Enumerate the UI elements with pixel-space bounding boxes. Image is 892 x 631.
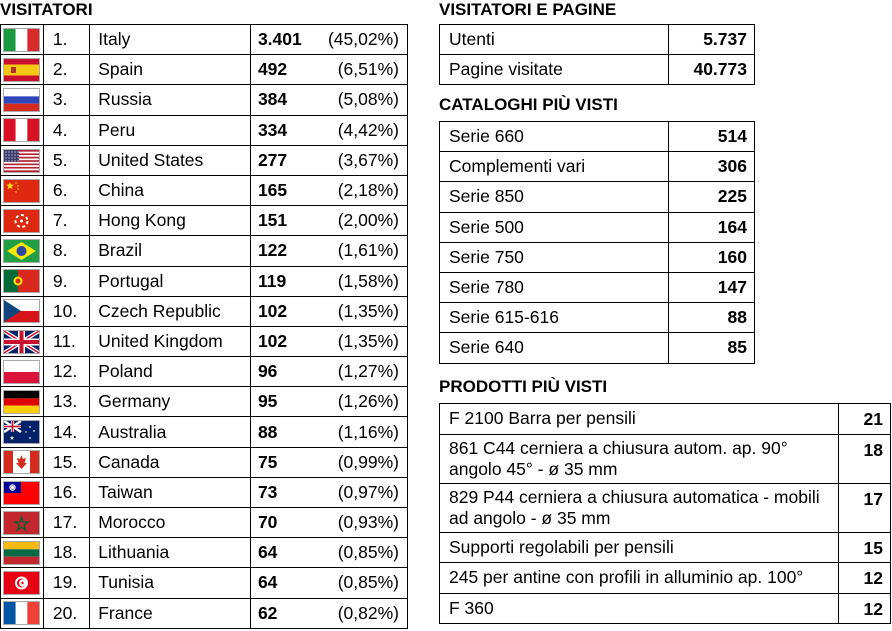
percent-cell: (1,35%) bbox=[309, 326, 408, 356]
rank-cell: 5. bbox=[43, 145, 89, 175]
percent-cell: (3,67%) bbox=[309, 145, 408, 175]
count-cell: 151 bbox=[250, 206, 308, 236]
country-cell: France bbox=[90, 598, 251, 628]
stats-table bbox=[439, 24, 755, 85]
flag-cell bbox=[1, 326, 44, 356]
table-row bbox=[1, 236, 408, 266]
catalog-value: 306 bbox=[669, 152, 755, 182]
table-row bbox=[1, 447, 408, 477]
flag-cell bbox=[1, 85, 44, 115]
rank-cell: 2. bbox=[43, 55, 89, 85]
flag-cell bbox=[1, 447, 44, 477]
flag-cell bbox=[1, 206, 44, 236]
table-row bbox=[1, 115, 408, 145]
percent-cell: (0,85%) bbox=[309, 568, 408, 598]
country-cell: Canada bbox=[90, 447, 251, 477]
table-row bbox=[1, 85, 408, 115]
catalog-value: 160 bbox=[669, 242, 755, 272]
table-row bbox=[440, 593, 891, 624]
catalog-value: 85 bbox=[669, 333, 755, 363]
percent-cell: (45,02%) bbox=[309, 25, 408, 55]
country-cell: Brazil bbox=[90, 236, 251, 266]
table-row bbox=[1, 25, 408, 55]
flag-cell bbox=[1, 296, 44, 326]
country-cell: Czech Republic bbox=[90, 296, 251, 326]
catalog-label: Complementi vari bbox=[440, 152, 669, 182]
product-label: 861 C44 cerniera a chiusura autom. ap. 90° angolo 45° - ø 35 mm bbox=[440, 434, 839, 483]
count-cell: 277 bbox=[250, 145, 308, 175]
product-value: 12 bbox=[838, 563, 890, 594]
table-row bbox=[440, 333, 755, 363]
table-row bbox=[440, 532, 891, 563]
rank-cell: 15. bbox=[43, 447, 89, 477]
rank-cell: 13. bbox=[43, 387, 89, 417]
catalog-label: Serie 750 bbox=[440, 242, 669, 272]
table-row bbox=[440, 25, 755, 55]
table-row bbox=[440, 182, 755, 212]
count-cell: 64 bbox=[250, 568, 308, 598]
table-row bbox=[1, 266, 408, 296]
australia-flag-icon bbox=[4, 421, 39, 443]
catalog-value: 164 bbox=[669, 212, 755, 242]
taiwan-flag-icon bbox=[4, 482, 39, 504]
catalog-label: Serie 500 bbox=[440, 212, 669, 242]
country-cell: Tunisia bbox=[90, 568, 251, 598]
product-value: 15 bbox=[838, 532, 890, 563]
count-cell: 102 bbox=[250, 326, 308, 356]
table-row bbox=[1, 477, 408, 507]
product-label: F 360 bbox=[440, 593, 839, 624]
stats-title: VISITATORI E PAGINE bbox=[439, 0, 617, 19]
germany-flag-icon bbox=[4, 391, 39, 413]
products-title: PRODOTTI PIÙ VISTI bbox=[439, 377, 608, 396]
count-cell: 62 bbox=[250, 598, 308, 628]
brazil-flag-icon bbox=[4, 240, 39, 262]
stat-value: 5.737 bbox=[669, 25, 755, 55]
flag-cell bbox=[1, 417, 44, 447]
count-cell: 122 bbox=[250, 236, 308, 266]
table-row bbox=[1, 508, 408, 538]
table-row bbox=[1, 387, 408, 417]
flag-cell bbox=[1, 55, 44, 85]
catalog-value: 88 bbox=[669, 303, 755, 333]
flag-cell bbox=[1, 598, 44, 628]
product-label: Supporti regolabili per pensili bbox=[440, 532, 839, 563]
lithuania-flag-icon bbox=[4, 542, 39, 564]
table-row bbox=[440, 434, 891, 483]
catalog-label: Serie 850 bbox=[440, 182, 669, 212]
country-cell: Lithuania bbox=[90, 538, 251, 568]
country-cell: Poland bbox=[90, 357, 251, 387]
country-cell: Taiwan bbox=[90, 477, 251, 507]
rank-cell: 20. bbox=[43, 598, 89, 628]
china-flag-icon bbox=[4, 180, 39, 202]
count-cell: 75 bbox=[250, 447, 308, 477]
catalog-value: 225 bbox=[669, 182, 755, 212]
country-cell: Peru bbox=[90, 115, 251, 145]
count-cell: 64 bbox=[250, 538, 308, 568]
table-row bbox=[1, 417, 408, 447]
flag-cell bbox=[1, 538, 44, 568]
italy-flag-icon bbox=[4, 29, 39, 51]
count-cell: 119 bbox=[250, 266, 308, 296]
flag-cell bbox=[1, 266, 44, 296]
morocco-flag-icon bbox=[4, 512, 39, 534]
table-row bbox=[440, 483, 891, 532]
flag-cell bbox=[1, 508, 44, 538]
rank-cell: 1. bbox=[43, 25, 89, 55]
peru-flag-icon bbox=[4, 119, 39, 141]
czech-flag-icon bbox=[4, 300, 39, 322]
count-cell: 88 bbox=[250, 417, 308, 447]
table-row bbox=[1, 206, 408, 236]
country-cell: Italy bbox=[90, 25, 251, 55]
hong-kong-flag-icon bbox=[4, 210, 39, 232]
count-cell: 492 bbox=[250, 55, 308, 85]
uk-flag-icon bbox=[4, 331, 39, 353]
percent-cell: (4,42%) bbox=[309, 115, 408, 145]
catalog-value: 147 bbox=[669, 272, 755, 302]
catalog-value: 514 bbox=[669, 122, 755, 152]
table-row bbox=[1, 145, 408, 175]
country-cell: China bbox=[90, 175, 251, 205]
spain-flag-icon bbox=[4, 59, 39, 81]
product-label: 245 per antine con profili in alluminio ap. 100° bbox=[440, 563, 839, 594]
percent-cell: (0,85%) bbox=[309, 538, 408, 568]
flag-cell bbox=[1, 175, 44, 205]
table-row bbox=[440, 122, 755, 152]
table-row bbox=[1, 538, 408, 568]
tunisia-flag-icon bbox=[4, 572, 39, 594]
country-cell: Germany bbox=[90, 387, 251, 417]
flag-cell bbox=[1, 568, 44, 598]
country-cell: Morocco bbox=[90, 508, 251, 538]
percent-cell: (0,93%) bbox=[309, 508, 408, 538]
count-cell: 165 bbox=[250, 175, 308, 205]
percent-cell: (0,82%) bbox=[309, 598, 408, 628]
table-row bbox=[440, 212, 755, 242]
table-row bbox=[1, 175, 408, 205]
table-row bbox=[440, 152, 755, 182]
rank-cell: 16. bbox=[43, 477, 89, 507]
table-row bbox=[1, 598, 408, 628]
table-row bbox=[1, 357, 408, 387]
table-row bbox=[1, 568, 408, 598]
product-value: 21 bbox=[838, 404, 890, 435]
catalogs-title: CATALOGHI PIÙ VISTI bbox=[439, 95, 618, 114]
rank-cell: 8. bbox=[43, 236, 89, 266]
table-row bbox=[1, 296, 408, 326]
product-label: F 2100 Barra per pensili bbox=[440, 404, 839, 435]
percent-cell: (2,18%) bbox=[309, 175, 408, 205]
count-cell: 334 bbox=[250, 115, 308, 145]
country-cell: Hong Kong bbox=[90, 206, 251, 236]
table-row bbox=[1, 326, 408, 356]
table-row bbox=[440, 303, 755, 333]
table-row bbox=[440, 242, 755, 272]
rank-cell: 10. bbox=[43, 296, 89, 326]
percent-cell: (5,08%) bbox=[309, 85, 408, 115]
flag-cell bbox=[1, 25, 44, 55]
product-value: 12 bbox=[838, 593, 890, 624]
country-cell: Portugal bbox=[90, 266, 251, 296]
percent-cell: (1,16%) bbox=[309, 417, 408, 447]
percent-cell: (1,26%) bbox=[309, 387, 408, 417]
rank-cell: 11. bbox=[43, 326, 89, 356]
country-cell: United States bbox=[90, 145, 251, 175]
flag-cell bbox=[1, 387, 44, 417]
rank-cell: 19. bbox=[43, 568, 89, 598]
percent-cell: (1,61%) bbox=[309, 236, 408, 266]
country-cell: Australia bbox=[90, 417, 251, 447]
visitors-title: VISITATORI bbox=[0, 0, 93, 19]
count-cell: 102 bbox=[250, 296, 308, 326]
percent-cell: (6,51%) bbox=[309, 55, 408, 85]
stat-label: Utenti bbox=[440, 25, 669, 55]
country-cell: United Kingdom bbox=[90, 326, 251, 356]
usa-flag-icon bbox=[4, 150, 39, 172]
rank-cell: 6. bbox=[43, 175, 89, 205]
country-cell: Spain bbox=[90, 55, 251, 85]
table-row bbox=[440, 272, 755, 302]
rank-cell: 18. bbox=[43, 538, 89, 568]
france-flag-icon bbox=[4, 602, 39, 624]
percent-cell: (1,27%) bbox=[309, 357, 408, 387]
rank-cell: 14. bbox=[43, 417, 89, 447]
visitors-table bbox=[0, 24, 408, 629]
percent-cell: (0,99%) bbox=[309, 447, 408, 477]
catalog-label: Serie 780 bbox=[440, 272, 669, 302]
table-row bbox=[440, 404, 891, 435]
canada-flag-icon bbox=[4, 451, 39, 473]
product-value: 18 bbox=[838, 434, 890, 483]
flag-cell bbox=[1, 115, 44, 145]
count-cell: 96 bbox=[250, 357, 308, 387]
count-cell: 3.401 bbox=[250, 25, 308, 55]
catalog-label: Serie 660 bbox=[440, 122, 669, 152]
rank-cell: 3. bbox=[43, 85, 89, 115]
rank-cell: 9. bbox=[43, 266, 89, 296]
products-table bbox=[439, 403, 891, 624]
rank-cell: 17. bbox=[43, 508, 89, 538]
portugal-flag-icon bbox=[4, 270, 39, 292]
product-value: 17 bbox=[838, 483, 890, 532]
count-cell: 384 bbox=[250, 85, 308, 115]
count-cell: 73 bbox=[250, 477, 308, 507]
table-row bbox=[1, 55, 408, 85]
rank-cell: 7. bbox=[43, 206, 89, 236]
rank-cell: 4. bbox=[43, 115, 89, 145]
product-label: 829 P44 cerniera a chiusura automatica - mobili ad angolo - ø 35 mm bbox=[440, 483, 839, 532]
flag-cell bbox=[1, 357, 44, 387]
count-cell: 95 bbox=[250, 387, 308, 417]
country-cell: Russia bbox=[90, 85, 251, 115]
percent-cell: (0,97%) bbox=[309, 477, 408, 507]
percent-cell: (2,00%) bbox=[309, 206, 408, 236]
count-cell: 70 bbox=[250, 508, 308, 538]
stat-label: Pagine visitate bbox=[440, 55, 669, 85]
percent-cell: (1,58%) bbox=[309, 266, 408, 296]
rank-cell: 12. bbox=[43, 357, 89, 387]
percent-cell: (1,35%) bbox=[309, 296, 408, 326]
catalog-label: Serie 615-616 bbox=[440, 303, 669, 333]
stat-value: 40.773 bbox=[669, 55, 755, 85]
table-row bbox=[440, 55, 755, 85]
catalogs-table bbox=[439, 121, 755, 364]
flag-cell bbox=[1, 145, 44, 175]
poland-flag-icon bbox=[4, 361, 39, 383]
flag-cell bbox=[1, 236, 44, 266]
table-row bbox=[440, 563, 891, 594]
catalog-label: Serie 640 bbox=[440, 333, 669, 363]
flag-cell bbox=[1, 477, 44, 507]
russia-flag-icon bbox=[4, 89, 39, 111]
